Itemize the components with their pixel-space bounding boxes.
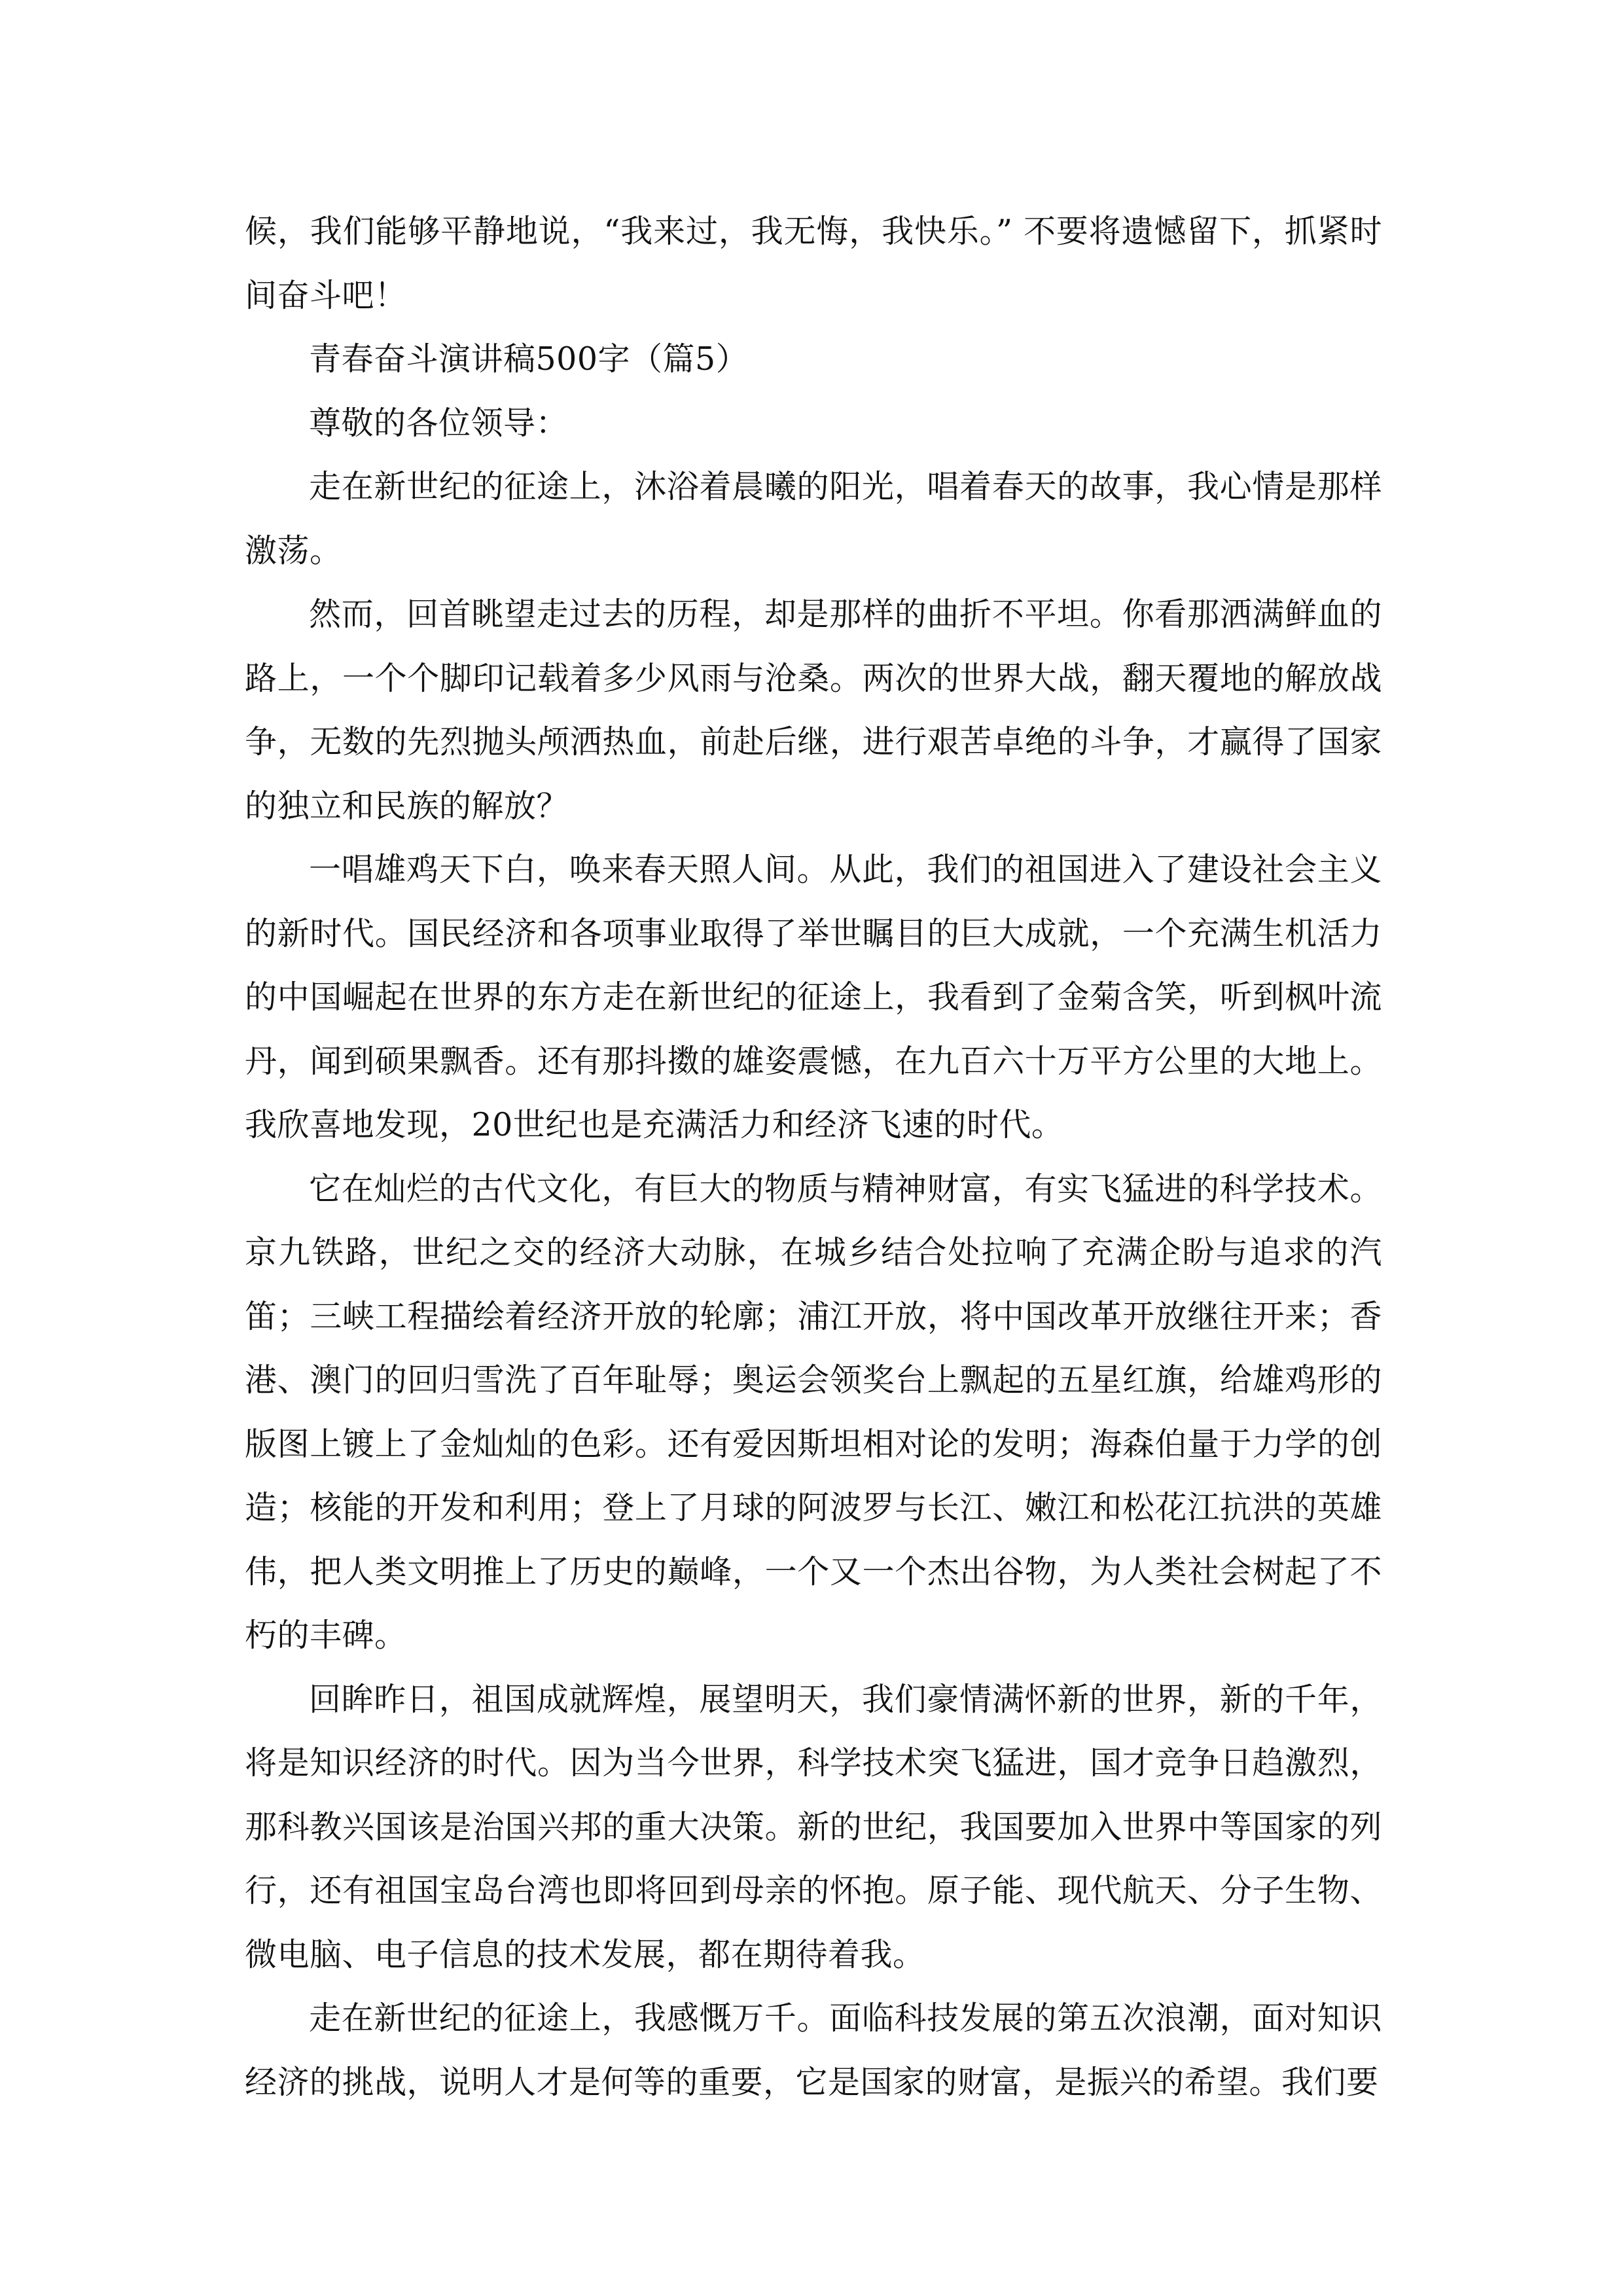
section-title: 青春奋斗演讲稿500字（篇5） — [309, 340, 749, 378]
paragraph: 它在灿烂的古代文化，有巨大的物质与精神财富，有实飞猛进的科学技术。京九铁路，世纪之交的经济大动脉，在城乡结合处拉响了充满企盼与追求的汽笛；三峡工程描绘着经济开放的轮廓；浦江开放，将中国改革开放继往开来；香港、澳门的回归雪洗了百年耻辱；奥运会领奖台上飘起的五星红旗，给雄鸡形的版图上镀上了金灿灿的色彩。还有爱因斯坦相对论的发明；海森伯量于力学的创造；核能的开发和利用；登上了月球的阿波罗与长江、嫩江和松花江抗洪的英雄伟，把人类文明推上了历史的巅峰，一个又一个杰出谷物，为人类社会树起了不朽的丰碑。 — [245, 1170, 1382, 1654]
body-text — [245, 200, 1382, 2114]
paragraph: 走在新世纪的征途上，我感慨万千。面临科技发展的第五次浪潮，面对知识经济的挑战，说明人才是何等的重要，它是国家的财富，是振兴的希望。我们要 — [245, 2000, 1382, 2101]
paragraph-continuation: 候，我们能够平静地说，“我来过，我无悔，我快乐。” 不要将遗憾留下，抓紧时间奋斗吧！ — [245, 213, 1382, 314]
salutation: 尊敬的各位领导： — [309, 404, 569, 442]
paragraph: 一唱雄鸡天下白，唤来春天照人间。从此，我们的祖国进入了建设社会主义的新时代。国民经济和各项事业取得了举世瞩目的巨大成就，一个充满生机活力的中国崛起在世界的东方走在新世纪的征途上，我看到了金菊含笑，听到枫叶流丹，闻到硕果飘香。还有那抖擞的雄姿震憾，在九百六十万平方公里的大地上。我欣喜地发现，20世纪也是充满活力和经济飞速的时代。 — [245, 851, 1382, 1143]
paragraph: 然而，回首眺望走过去的历程，却是那样的曲折不平坦。你看那洒满鲜血的路上，一个个脚印记载着多少风雨与沧桑。两次的世界大战，翻天覆地的解放战争，无数的先烈抛头颅洒热血，前赴后继，进行艰苦卓绝的斗争，才赢得了国家的独立和民族的解放？ — [245, 596, 1382, 825]
paragraph: 走在新世纪的征途上，沐浴着晨曦的阳光，唱着春天的故事，我心情是那样激荡。 — [245, 468, 1382, 569]
paragraph: 回眸昨日，祖国成就辉煌，展望明天，我们豪情满怀新的世界，新的千年，将是知识经济的时代。因为当今世界，科学技术突飞猛进，国才竞争日趋激烈，那科教兴国该是治国兴邦的重大决策。新的世纪，我国要加入世界中等国家的列行，还有祖国宝岛台湾也即将回到母亲的怀抱。原子能、现代航天、分子生物、微电脑、电子信息的技术发展，都在期待着我。 — [245, 1680, 1382, 1973]
